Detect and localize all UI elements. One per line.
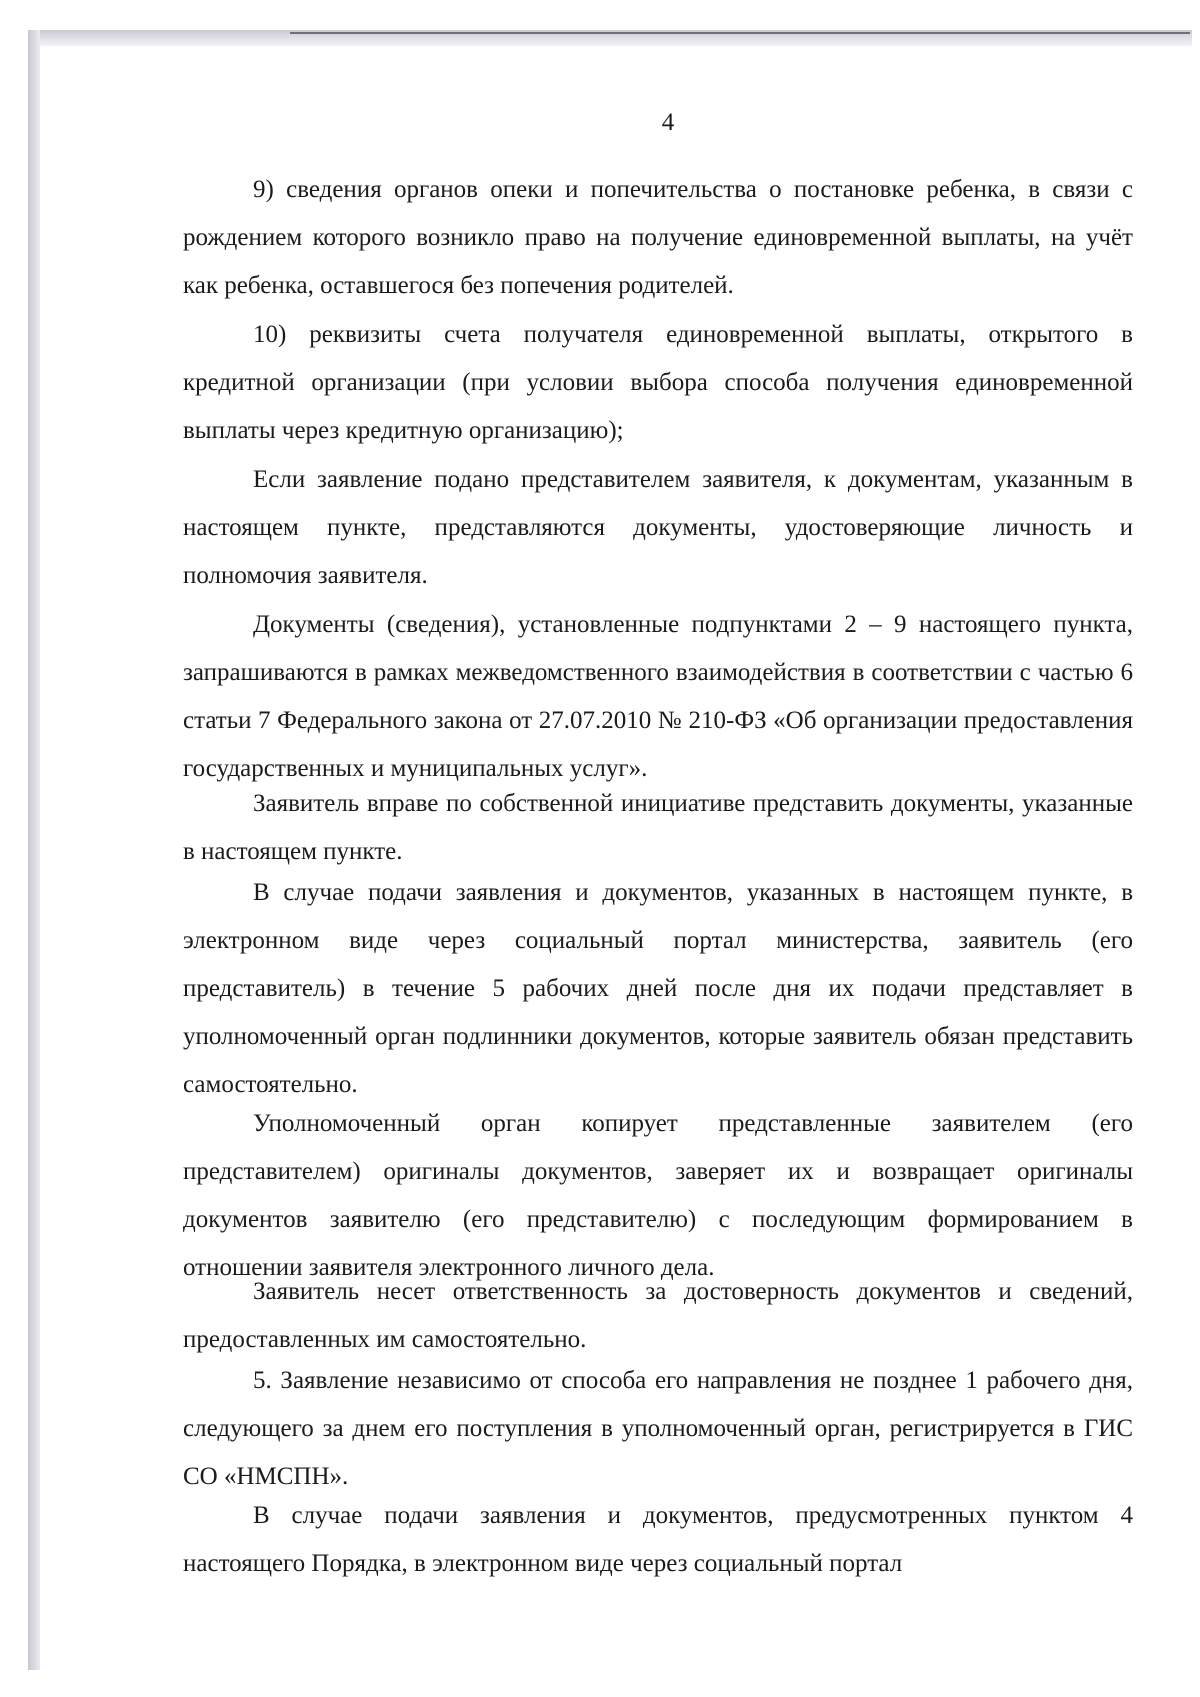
paragraph-item-5-registration: 5. Заявление независимо от способа его направления не позднее 1 рабочего дня, следующего за днем его поступления в уполномоченный орган, регистрируется в ГИС СО «НМСПН».	[183, 1367, 1133, 1490]
paragraph-item-9: 9) сведения органов опеки и попечительства о постановке ребенка, в связи с рождением которого возникло право на получение единовременной выплаты, на учёт как ребенка, оставшегося без попечения родителей.	[183, 176, 1133, 299]
paragraph-responsibility: Заявитель несет ответственность за достоверность документов и сведений, предоставленных им самостоятельно.	[183, 1278, 1133, 1353]
scan-top-rule	[290, 32, 1190, 34]
paragraph-own-initiative: Заявитель вправе по собственной инициативе представить документы, указанные в настоящем пункте.	[183, 790, 1133, 865]
paragraph-interagency-request: Документы (сведения), установленные подпунктами 2 – 9 настоящего пункта, запрашиваются в рамках межведомственного взаимодействия в соответствии с частью 6 статьи 7 Федерального закона от 27.07.2010 № 210-ФЗ «Об организации предоставления государственных и муниципальных услуг».	[183, 611, 1133, 782]
paragraph-representative: Если заявление подано представителем заявителя, к документам, указанным в настоящем пункте, представляются документы, удостоверяющие личность и полномочия заявителя.	[183, 466, 1133, 589]
paragraph-document-copying: Уполномоченный орган копирует представленные заявителем (его представителем) оригиналы документов, заверяет их и возвращает оригиналы документов заявителю (его представителю) с последующим формированием в отношении заявителя электронного личного дела.	[183, 1110, 1133, 1281]
page-number: 4	[661, 109, 675, 136]
scan-edge-left	[28, 30, 40, 1670]
paragraph-electronic-submission: В случае подачи заявления и документов, указанных в настоящем пункте, в электронном виде через социальный портал министерства, заявитель (его представитель) в течение 5 рабочих дней после дня их подачи представляет в уполномоченный орган подлинники документов, которые заявитель обязан представить самостоятельно.	[183, 879, 1133, 1098]
paragraph-electronic-portal: В случае подачи заявления и документов, предусмотренных пунктом 4 настоящего Порядка, в электронном виде через социальный портал	[183, 1502, 1133, 1577]
paragraph-item-10: 10) реквизиты счета получателя единовременной выплаты, открытого в кредитной организации (при условии выбора способа получения единовременной выплаты через кредитную организацию);	[183, 321, 1133, 444]
